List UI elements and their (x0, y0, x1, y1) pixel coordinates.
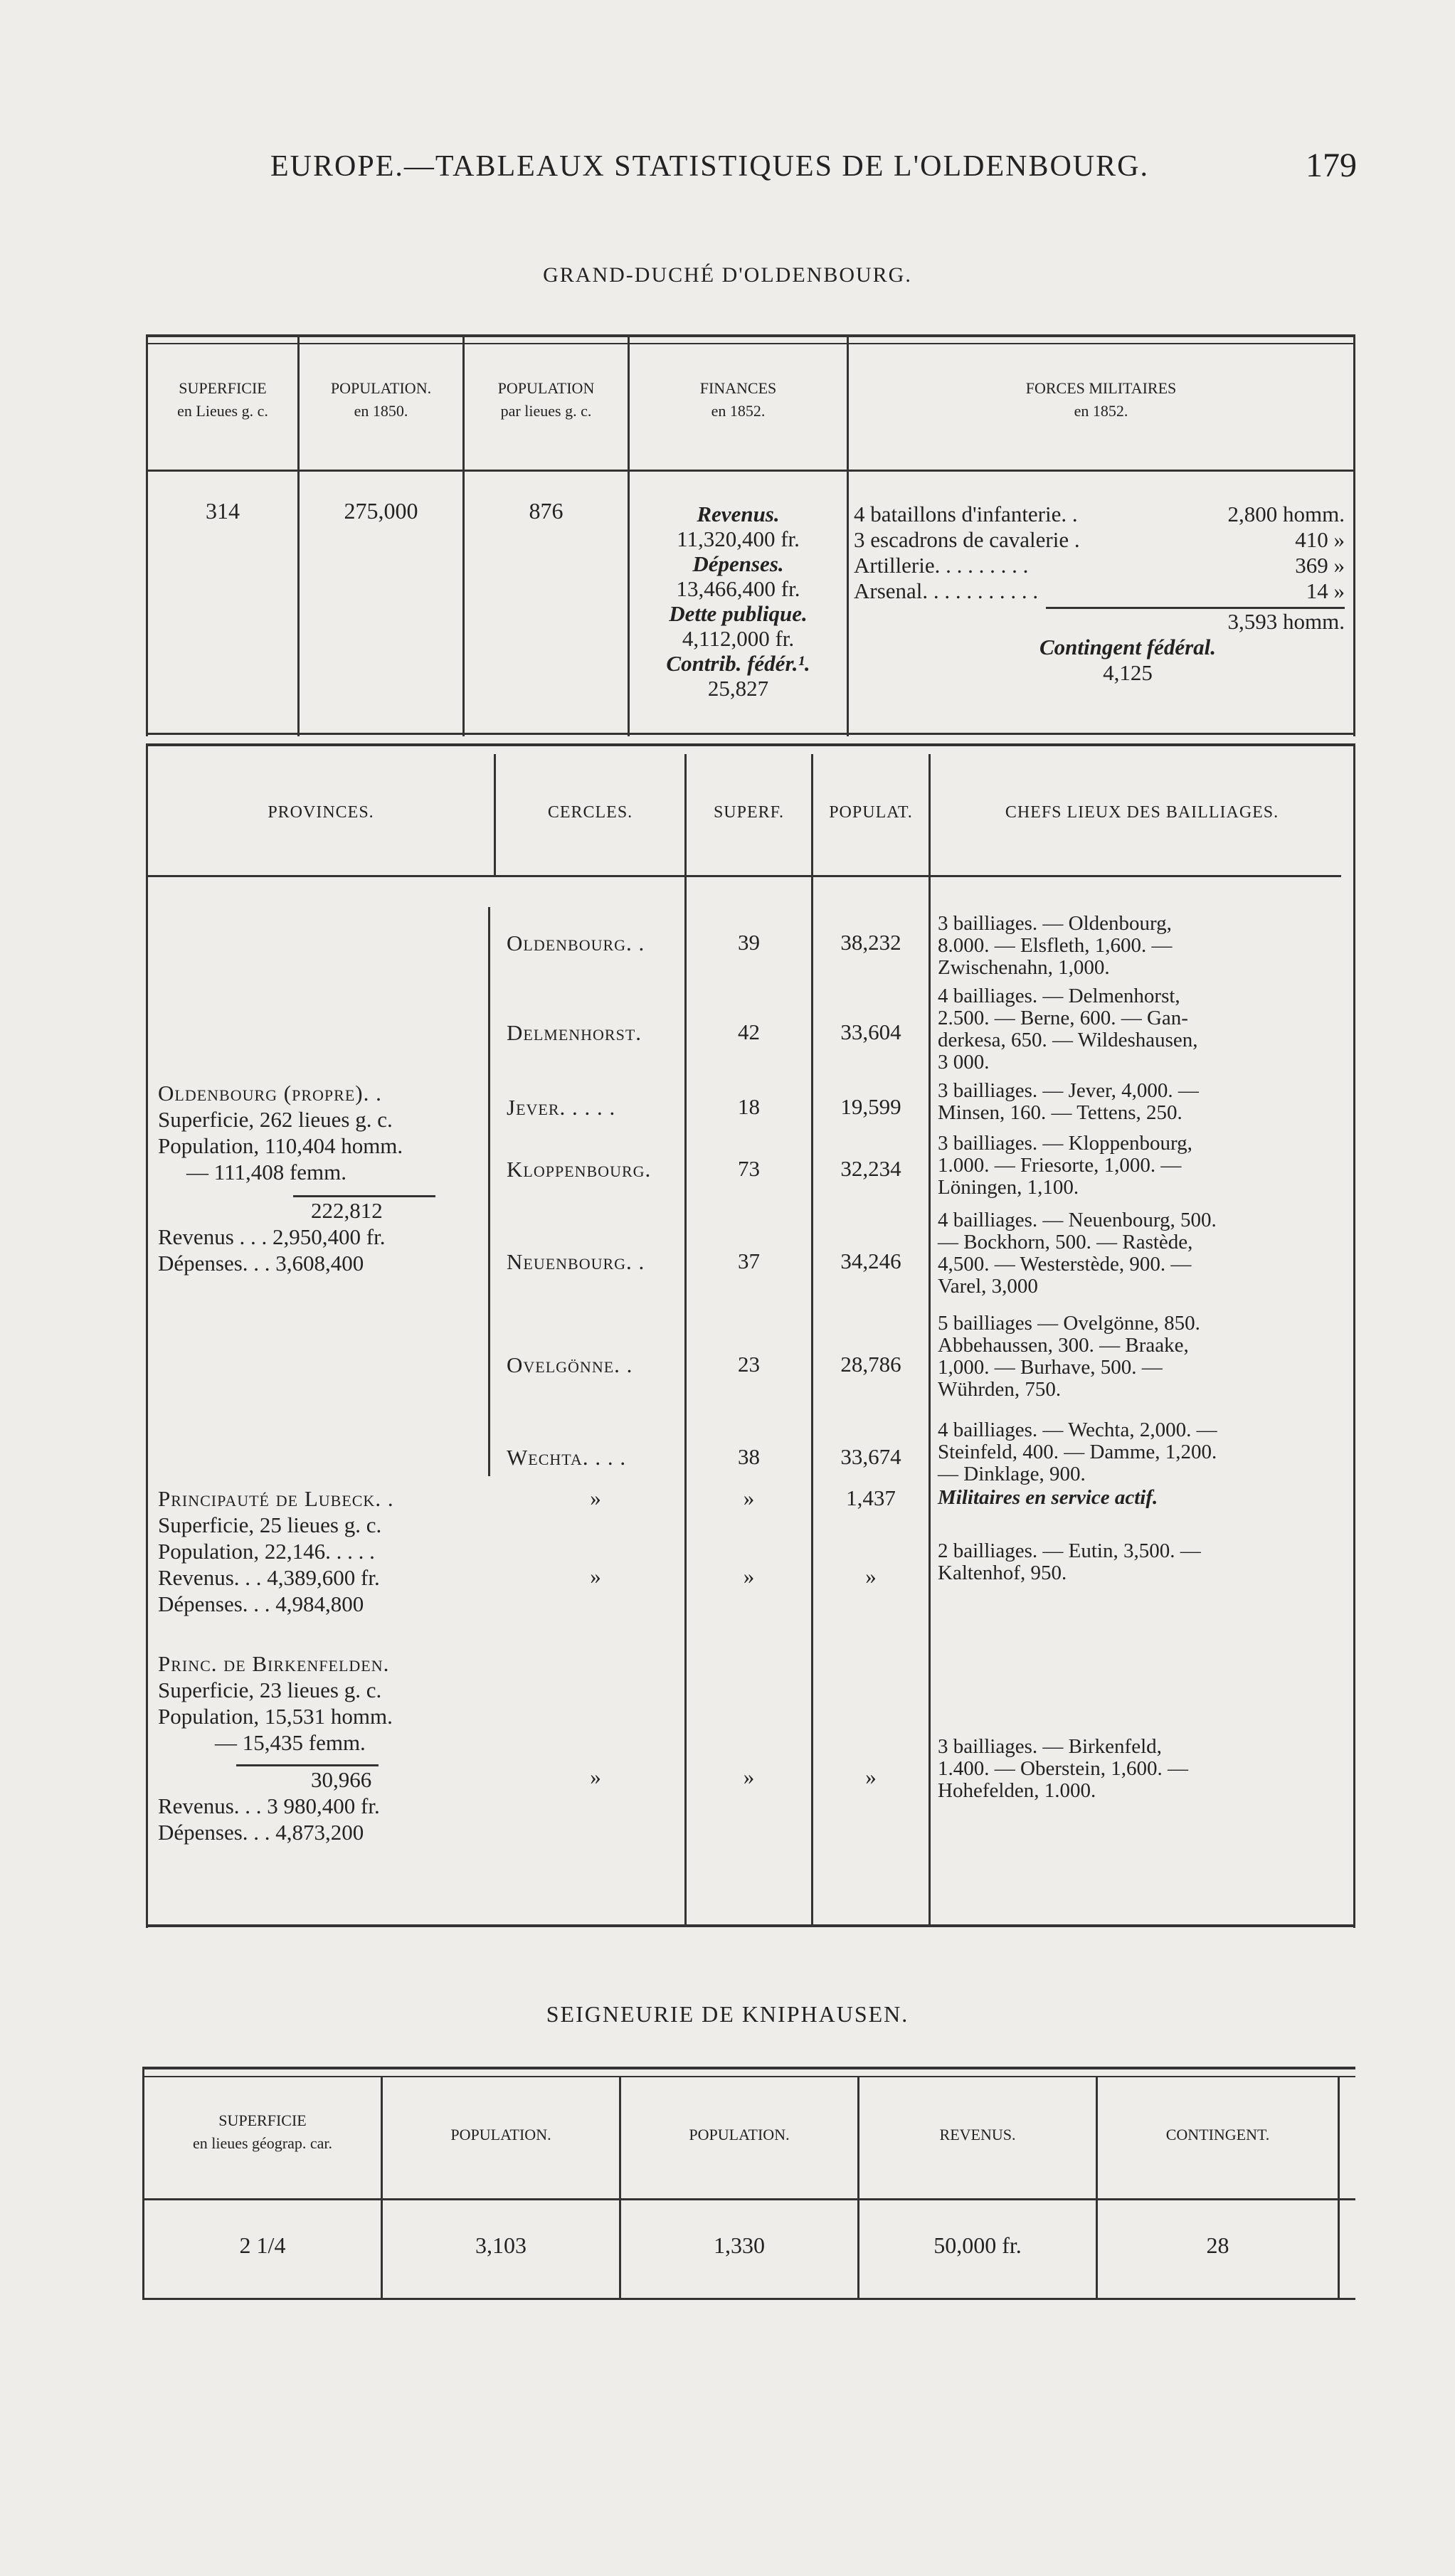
province-lubeck-depenses: Dépenses. . . 4,984,800 (158, 1591, 364, 1616)
mil-infantry-label: 4 bataillons d'infanterie. . (854, 502, 1078, 526)
military-block (854, 502, 1345, 686)
k-header-superficie: SUPERFICIE (218, 2111, 307, 2129)
header-populat: POPULAT. (829, 803, 913, 822)
dette-value: 4,112,000 fr. (682, 626, 795, 651)
province-oldenbourg-total: 222,812 (311, 1198, 383, 1223)
birkenfeld-chefs (938, 1736, 1349, 1802)
k-header-population: POPULATION. (450, 2126, 551, 2143)
mil-arsenal-label: Arsenal. . . . . . . . . . . (854, 578, 1039, 603)
depenses-label: Dépenses. (692, 551, 784, 576)
header-military-year: en 1852. (1074, 402, 1128, 420)
mil-infantry-value: 2,800 homm. (1227, 502, 1345, 526)
chef-line: 3 bailliages. — Birkenfeld, (938, 1735, 1162, 1758)
chef-line: Kaltenhof, 950. (938, 1562, 1067, 1584)
contrib-value: 25,827 (707, 676, 769, 701)
province-lubeck-population: Population, 22,146. . . . . (158, 1539, 375, 1564)
cercle-kloppenbourg-chefs (938, 1133, 1349, 1199)
chef-line: 3 000. (938, 1051, 990, 1074)
header-population-year: en 1850. (354, 402, 408, 420)
mil-cavalry-value: 410 » (1295, 527, 1345, 552)
cercle-jever-chefs (938, 1080, 1349, 1124)
province-oldenbourg-revenus: Revenus . . . 2,950,400 fr. (158, 1224, 386, 1249)
lubeck-superf: » (743, 1564, 755, 1589)
header-finances: FINANCES (699, 379, 777, 397)
contrib-label: Contrib. fédér.¹. (666, 651, 810, 676)
chef-line: 3 bailliages. — Jever, 4,000. — (938, 1079, 1199, 1102)
cercle-wechta-superf: 38 (738, 1444, 760, 1469)
header-superficie: SUPERFICIE (179, 379, 267, 397)
birkenfeld-cercle: » (590, 1764, 601, 1789)
birkenfeld-pop: » (865, 1764, 877, 1789)
chef-line: 3 bailliages. — Kloppenbourg, (938, 1132, 1192, 1155)
chef-line: 1.000. — Friesorte, 1,000. — (938, 1154, 1182, 1177)
chef-line: Hohefelden, 1.000. (938, 1779, 1096, 1802)
cercle-jever-pop: 19,599 (840, 1094, 901, 1119)
province-birkenfeld (158, 1650, 492, 1845)
cercle-neuenbourg-superf: 37 (738, 1249, 760, 1273)
chef-line: Wührden, 750. (938, 1378, 1062, 1401)
province-birkenfeld-superficie: Superficie, 23 lieues g. c. (158, 1677, 382, 1702)
lubeck-mil-superf: » (743, 1485, 755, 1510)
k-header-contingent: CONTINGENT. (1165, 2126, 1270, 2143)
province-birkenfeld-name: Princ. de Birkenfelden. (158, 1651, 390, 1676)
chef-line: Abbehaussen, 300. — Braake, (938, 1334, 1189, 1357)
page-number: 179 (1306, 147, 1357, 184)
k-contingent-value: 28 (1206, 2232, 1229, 2258)
header-finances-year: en 1852. (711, 402, 766, 420)
chef-line: Löningen, 1,100. (938, 1176, 1079, 1199)
contingent-label: Contingent fédéral. (1039, 635, 1216, 659)
province-birkenfeld-pop-women: — 15,435 femm. (215, 1730, 366, 1755)
province-lubeck (158, 1485, 492, 1617)
header-superf: SUPERF. (713, 803, 785, 822)
revenus-label: Revenus. (697, 502, 780, 526)
dette-label: Dette publique. (669, 601, 808, 626)
density-value: 876 (529, 498, 564, 524)
header-provinces: PROVINCES. (268, 803, 374, 822)
cercle-oldenbourg-chefs (938, 913, 1349, 979)
lubeck-chefs (938, 1540, 1349, 1584)
cercle-wechta: Wechta. . . . (507, 1445, 627, 1470)
province-oldenbourg-pop-women: — 111,408 femm. (186, 1160, 347, 1184)
cercle-oldenbourg-pop: 38,232 (840, 930, 901, 955)
k-superficie-value: 2 1/4 (239, 2232, 286, 2258)
province-lubeck-revenus: Revenus. . . 4,389,600 fr. (158, 1565, 380, 1590)
cercle-kloppenbourg-superf: 73 (738, 1156, 760, 1181)
kniphausen-title: SEIGNEURIE DE KNIPHAUSEN. (546, 2001, 909, 2027)
birkenfeld-superf: » (743, 1764, 755, 1789)
chef-line: 2 bailliages. — Eutin, 3,500. — (938, 1539, 1201, 1562)
chef-line: 4 bailliages. — Wechta, 2,000. — (938, 1419, 1217, 1441)
header-superficie-unit: en Lieues g. c. (177, 402, 268, 420)
page-title: GRAND-DUCHÉ D'OLDENBOURG. (543, 263, 912, 287)
province-lubeck-name: Principauté de Lubeck. . (158, 1486, 394, 1511)
province-birkenfeld-pop-men: Population, 15,531 homm. (158, 1704, 393, 1729)
chef-line: 1,000. — Burhave, 500. — (938, 1356, 1163, 1379)
cercle-neuenbourg-pop: 34,246 (840, 1249, 901, 1273)
header-population: POPULATION. (330, 379, 432, 397)
chef-line: Varel, 3,000 (938, 1275, 1038, 1298)
cercle-ovelgonne-pop: 28,786 (840, 1352, 901, 1377)
mil-arsenal-value: 14 » (1306, 578, 1345, 603)
chef-line: 5 bailliages — Ovelgönne, 850. (938, 1312, 1200, 1335)
k-population-value-2: 1,330 (714, 2232, 765, 2258)
province-lubeck-superficie: Superficie, 25 lieues g. c. (158, 1512, 382, 1537)
k-revenus-value: 50,000 fr. (933, 2232, 1022, 2258)
cercle-kloppenbourg-pop: 32,234 (840, 1156, 901, 1181)
province-birkenfeld-depenses: Dépenses. . . 4,873,200 (158, 1820, 364, 1845)
cercle-kloppenbourg: Kloppenbourg. (507, 1157, 652, 1182)
province-oldenbourg-name: Oldenbourg (propre). . (158, 1081, 382, 1106)
cercle-ovelgonne: Ovelgönne. . (507, 1352, 633, 1377)
cercle-wechta-chefs (938, 1419, 1349, 1485)
mil-cavalry-label: 3 escadrons de cavalerie . (854, 527, 1080, 552)
cercle-delmenhorst-chefs (938, 985, 1349, 1074)
lubeck-cercle: » (590, 1564, 601, 1589)
revenus-value: 11,320,400 fr. (677, 526, 800, 551)
cercle-jever-superf: 18 (738, 1094, 760, 1119)
k-header-revenus: REVENUS. (939, 2126, 1016, 2143)
lubeck-mil-cercle: » (590, 1485, 601, 1510)
chef-line: Steinfeld, 400. — Damme, 1,200. (938, 1441, 1217, 1463)
cercle-delmenhorst-superf: 42 (738, 1019, 760, 1044)
cercle-jever: Jever. . . . . (507, 1095, 616, 1120)
province-oldenbourg-pop-men: Population, 110,404 homm. (158, 1133, 403, 1158)
depenses-value: 13,466,400 fr. (676, 576, 800, 601)
cercles-brace (488, 907, 496, 1476)
mil-artillery-value: 369 » (1295, 553, 1345, 578)
lubeck-mil-note: Militaires en service actif. (938, 1486, 1158, 1509)
k-population-value: 3,103 (475, 2232, 527, 2258)
cercle-delmenhorst-pop: 33,604 (840, 1019, 901, 1044)
header-density-unit: par lieues g. c. (500, 402, 592, 420)
cercle-oldenbourg: Oldenbourg. . (507, 931, 645, 955)
lubeck-mil-pop: 1,437 (846, 1485, 896, 1510)
cercle-delmenhorst: Delmenhorst. (507, 1020, 642, 1045)
cercle-oldenbourg-superf: 39 (738, 930, 760, 955)
cercle-neuenbourg: Neuenbourg. . (507, 1249, 645, 1274)
population-value: 275,000 (344, 498, 418, 524)
header-chefs-lieux: CHEFS LIEUX DES BAILLIAGES. (1005, 803, 1279, 822)
chef-line: — Bockhorn, 500. — Rastède, (938, 1231, 1193, 1253)
province-oldenbourg-depenses: Dépenses. . . 3,608,400 (158, 1251, 364, 1276)
cercle-ovelgonne-chefs (938, 1313, 1349, 1401)
header-military: FORCES MILITAIRES (1025, 379, 1177, 397)
chef-line: Minsen, 160. — Tettens, 250. (938, 1101, 1182, 1124)
header-cercles: CERCLES. (547, 803, 633, 822)
chef-line: 2.500. — Berne, 600. — Gan- (938, 1007, 1188, 1029)
chef-line: 1.400. — Oberstein, 1,600. — (938, 1757, 1188, 1780)
chef-line: 4 bailliages. — Delmenhorst, (938, 985, 1180, 1007)
finances-block (630, 502, 847, 701)
lubeck-pop: » (865, 1564, 877, 1589)
mil-total: 3,593 homm. (1227, 609, 1345, 634)
header-density: POPULATION (497, 379, 595, 397)
chef-line: derkesa, 650. — Wildeshausen, (938, 1029, 1198, 1051)
mil-artillery-label: Artillerie. . . . . . . . . (854, 553, 1029, 578)
chef-line: 4 bailliages. — Neuenbourg, 500. (938, 1209, 1217, 1231)
k-header-population-2: POPULATION. (689, 2126, 790, 2143)
chef-line: — Dinklage, 900. (938, 1463, 1086, 1485)
chef-line: 4,500. — Westerstède, 900. — (938, 1253, 1192, 1276)
province-oldenbourg-superficie: Superficie, 262 lieues g. c. (158, 1107, 393, 1132)
contingent-value: 4,125 (1103, 660, 1153, 685)
province-oldenbourg (158, 1080, 492, 1276)
superficie-value: 314 (206, 498, 240, 524)
page-header: EUROPE.—TABLEAUX STATISTIQUES DE L'OLDENBOURG. (270, 150, 1149, 183)
cercle-ovelgonne-superf: 23 (738, 1352, 760, 1377)
cercle-neuenbourg-chefs (938, 1209, 1349, 1298)
chef-line: 3 bailliages. — Oldenbourg, (938, 912, 1172, 935)
k-header-superficie-unit: en lieues géograp. car. (192, 2134, 333, 2152)
province-birkenfeld-revenus: Revenus. . . 3 980,400 fr. (158, 1793, 380, 1818)
chef-line: Zwischenahn, 1,000. (938, 956, 1110, 979)
chef-line: 8.000. — Elsfleth, 1,600. — (938, 934, 1173, 957)
cercle-wechta-pop: 33,674 (840, 1444, 901, 1469)
province-birkenfeld-total: 30,966 (311, 1767, 372, 1792)
